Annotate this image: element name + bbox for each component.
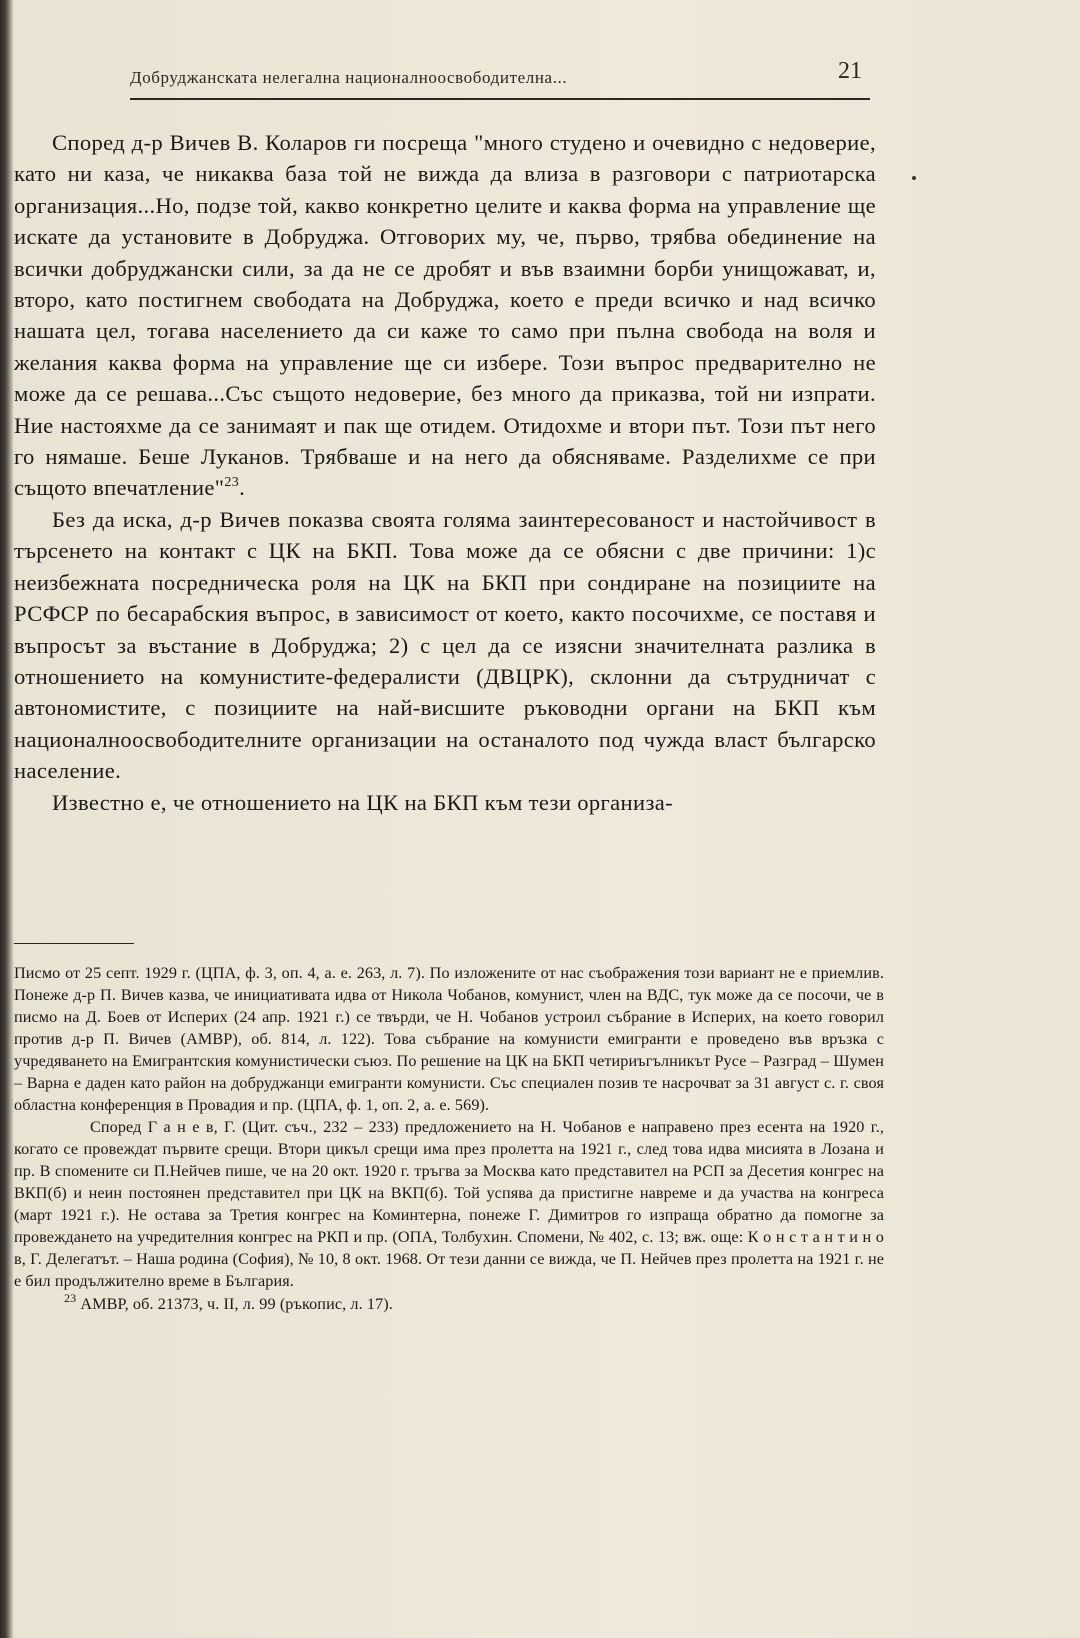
- footnote-divider: [14, 943, 134, 944]
- main-text: [14, 127, 876, 818]
- page-number: 21: [838, 58, 862, 84]
- paragraph-1: Според д-р Вичев В. Коларов ги посреща "много студено и очевидно с недоверие, като ни каза, че никаква база той не вижда да влиза в разговори с патриотарска организация...Но, подзе той, какво конкретно целите и каква форма на управление ще искате да установите в Добруджа. Отговорих му, че, първо, трябва обединение на всички добруджански сили, за да не се дробят и във взаимни борби унищожават, и, второ, като постигнем свободата на Добруджа, което е преди всичко и над всичко нашата цел, тогава населението да си каже то само при пълна свобода на воля и желания каква форма на управление ще си избере. Този въпрос предварително не може да се решава...Със същото недоверие, без много да приказва, той ни изпрати. Ние настояхме да се занимаят и пак ще отидем. Отидохме и втори път. Този път него го нямаше. Беше Луканов. Трябваше и на него да обясняваме. Разделихме се при същото впечатление"$^{23}$.: [14, 130, 876, 501]
- footnotes: [14, 962, 884, 1315]
- footnote-23-number: 23: [64, 1291, 77, 1305]
- ink-speck: [912, 176, 916, 180]
- footnote-ref-23: 23: [224, 475, 240, 491]
- running-head: Добруджанската нелегална националноосвободителна...: [130, 68, 568, 87]
- paragraph-2: Без да иска, д-р Вичев показва своята голяма заинтересованост и настойчивост в търсенето на контакт с ЦК на БКП. Това може да се обясни с две причини: 1)с неизбежната посредническа роля на ЦК на БКП при сондиране на позициите на РСФСР по бесарабския въпрос, в зависимост от което, както посочихме, се поставя и въпросът за въстание в Добруджа; 2) с цел да се изясни значителната разлика в отношението на комунистите-федералисти (ДВЦРК), склонни да сътрудничат с автономистите, с позициите на най-висшите ръководни органи на БКП към националноосвободителните организации на останалото под чужда власт българско население.: [14, 506, 876, 784]
- page-header: [130, 58, 870, 100]
- paragraph-1-text: Според д-р Вичев В. Коларов ги посреща "много студено и очевидно с недоверие, като ни каза, че никаква база той не вижда да влиза в разговори с патриотарска организация...Но, подзе той, какво конкретно целите и каква форма на управление ще искате да установите в Добруджа. Отговорих му, че, първо, трябва обединение на всички добруджански сили, за да не се дробят и във взаимни борби унищожават, и, второ, като постигнем свободата на Добруджа, което е преди всичко и над всичко нашата цел, тогава населението да си каже то само при пълна свобода на воля и желания каква форма на управление ще си избере. Този въпрос предварително не може да се решава...Със същото недоверие, без много да приказва, той ни изпрати. Ние настояхме да се занимаят и пак ще отидем. Отидохме и втори път. Този път него го нямаше. Беше Луканов. Трябваше и на него да обясняваме. Разделихме се при същото впечатление": [14, 130, 876, 501]
- footnote-22-part-2: Според Г а н е в, Г. (Цит. съч., 232 – 233) предложението на Н. Чобанов е направено през есента на 1920 г., когато се провеждат първите срещи. Втори цикъл срещи има през пролетта на 1921 г., след това идва мисията в Лозана и пр. В спомените си П.Нейчев пише, че на 20 окт. 1920 г. тръгва за Москва като представител на РСП за Десетия конгрес на ВКП(б) и неин постоянен представител при ЦК на ВКП(б). Той успява да пристигне навреме и да участва на конгреса (март 1921 г.). Не остава за Третия конгрес на Коминтерна, понеже Г. Димитров го изпраща обратно да помогне за провеждането на учредителния конгрес на РКП и пр. (ОПА, Толбухин. Спомени, № 402, с. 13; вж. още: К о н с т а н т и н о в, Г. Делегатът. – Наша родина (София), № 10, 8 окт. 1968. От тези данни се вижда, че П. Нейчев през пролетта на 1921 г. не е бил продължително време в България.: [14, 1118, 884, 1290]
- footnote-22-part-1: Писмо от 25 септ. 1929 г. (ЦПА, ф. 3, оп. 4, а. е. 263, л. 7). По изложените от нас съображения този вариант не е приемлив. Понеже д-р П. Вичев казва, че инициативата идва от Никола Чобанов, комунист, член на ВДС, тук може да се посочи, че в писмо на Д. Боев от Исперих (24 апр. 1921 г.) се твърди, че Н. Чобанов устроил събрание в Исперих, на което говорил против д-р П. Вичев (АМВР), об. 814, л. 122). Това събрание на комунисти емигранти е проведено във връзка с учредяването на Емигрантския комунистически съюз. По решение на ЦК на БКП четириъгълникът Русе – Разград – Шумен – Варна е даден като район на добруджанци емигранти комунисти. Със специален позив те насрочват за 31 август с. г. своя областна конференция в Провадия и пр. (ЦПА, ф. 1, оп. 2, а. е. 569).: [14, 964, 884, 1114]
- paragraph-3: Известно е, че отношението на ЦК на БКП към тези организа-: [52, 789, 673, 815]
- footnote-23: [14, 1293, 884, 1315]
- footnote-23-text: АМВР, об. 21373, ч. II, л. 99 (ръкопис, л. 17).: [80, 1295, 393, 1313]
